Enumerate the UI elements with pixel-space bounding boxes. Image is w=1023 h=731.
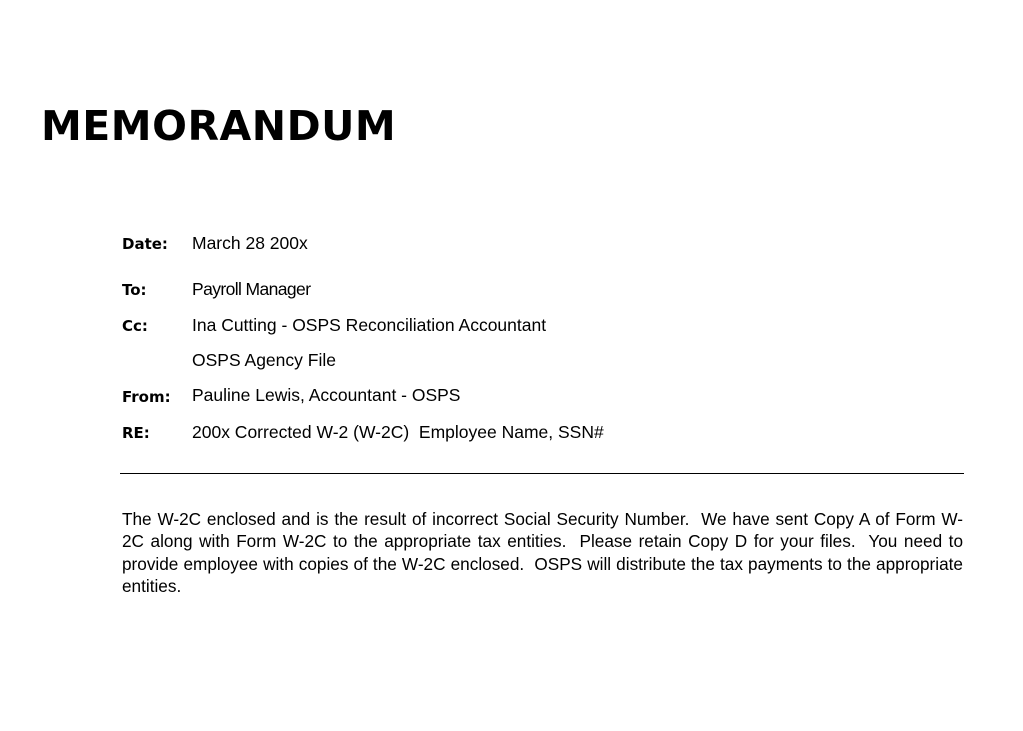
cc-value-primary: Ina Cutting - OSPS Reconciliation Accountant: [192, 315, 547, 335]
memo-body: The W-2C enclosed and is the result of incorrect Social Security Number. We have sent Copy A of Form W-2C along with Form W-2C to the appropriate tax entities. Please retain Copy D for your files. You need to provide employee with copies of the W-2C enclosed. OSPS will distribute the tax payments to the appropriate entities.: [122, 509, 968, 596]
from-label: From:: [122, 388, 171, 406]
to-label: To:: [122, 281, 147, 299]
date-label: Date:: [122, 235, 168, 253]
to-value: Payroll Manager: [192, 279, 311, 299]
cc-label: Cc:: [122, 317, 148, 335]
header-divider: [120, 473, 964, 474]
re-value: 200x Corrected W-2 (W-2C) Employee Name, SSN#: [192, 422, 604, 442]
re-label: RE:: [122, 424, 150, 442]
date-value: March 28 200x: [192, 233, 308, 253]
cc-value-secondary: OSPS Agency File: [192, 350, 336, 370]
from-value: Pauline Lewis, Accountant - OSPS: [192, 385, 461, 405]
memo-title: MEMORANDUM: [41, 102, 397, 150]
